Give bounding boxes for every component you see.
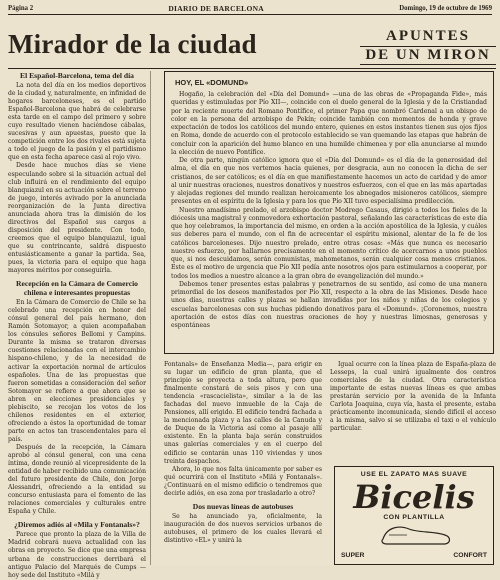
page-number: Página 2	[8, 4, 34, 12]
article-paragraph: Debemos tener presentes estas palabras y penetrarnos de su sentido, así como de una manera primordial de los deseos manifestados por Pío XII, respecto a la obra de las Misiones. Desde hace unos días, nuestras calles y plazas se hallan invadidas por los niños y niñas de los colegios y escuelas barcelonesas con sus huchas pidiendo donativos para el «Domund». ¡Coronemos, nuestra aportación de estos días con nuestras oraciones de hoy y nuestras limosnas, generosas y espontáneas	[171, 280, 487, 329]
divider-rule	[8, 68, 496, 69]
shoe-icon	[379, 517, 453, 547]
article-title-mila-fontanals: ¿Diremos adiós al «Mila y Fontanals»?	[14, 520, 140, 530]
column-title-apuntes	[360, 28, 496, 65]
ad-tags	[341, 552, 487, 559]
ad-slogan: USE EL ZAPATO MAS SUAVE	[360, 471, 468, 478]
ad-tag-left: SUPER	[341, 552, 365, 559]
article-title-domund: HOY, EL «DOMUND»	[175, 78, 249, 87]
article-paragraph: Desde hace muchos días se viene especulando sobre si la situación actual del club influirá en el rendimiento del equipo blanquiazul en su actuación sobre el terreno de juego, interés avivado por la anunciada reorganización de la Junta directiva anunciada ahora tras la dimisión de los directivos del Español sus cargos a disposición del presidente. Con todo, creemos que el equipo blanquiazul, igual que su contrincante, saldrá dispuesto entusiásticamente a ganar la partida. Sea, pues, la victoria para el equipo que haga mayores méritos por conseguirla.	[8, 162, 146, 275]
domund-body	[171, 91, 487, 330]
article-paragraph: En la Cámara de Comercio de Chile se ha celebrado una recepción en honor del cónsul general del país hermano, don Ramón Sotomayor, a quien acompañaban los cónsules señores Bellomi y Campins. Durante la misma se trataron diversas cuestiones relacionadas con el intercambio hispano-chileno, y de la necesidad de activar la exportación normal de artículos españoles. Una de las propuestas que fueron sometidas a consideración del señor Sotomayor se refiere a que ahora que se abren en elecciones presidenciales y plebiscito, se recojan los votos de los chilenos residentes en el exterior, ofreciendo a éstos la oportunidad de tomar parte en actos tan trascendentales para el país.	[8, 299, 146, 443]
article-paragraph: Parece que pronto la plaza de la Villa de Madrid cobrará nueva actualidad con las obras en proyecto. Se dice que una empresa urbana de construcciones derribará el antiguo Palacio del Marqués de Cumps —hoy sede del Instituto «Milá y	[8, 531, 146, 579]
article-paragraph: De otra parte, ningún católico ignora que el «Día del Domund» es el día de la generosidad del alma, el día en que nos vertemos hacia quienes, por desgracia, aun no conocen la dicha de ser cristianos, de ser católicos; es el día en que manifiestamente hacemos un acto de caridad y de amor al unir nuestras oraciones, nuestros donativos y nuestros esfuerzos, con el que en las más apartadas y alejadas regiones del mundo realizan heroicamente los abnegados misioneros católicos, siempre presentes en el espíritu de la Iglesia y para los que Pío XII tuvo especialísima predilección.	[171, 157, 487, 206]
article-paragraph: Ahora, lo que nos falta únicamente por saber es qué ocurrirá con el Instituto «Milá y Fontanals». ¿Continuará en el mismo edificio o tendremos que decirle adiós, en esa zona por trasladarlo a otro?	[164, 465, 322, 497]
article-paragraph: Se ha anunciado ya, oficialmente, la inauguración de dos nuevos servicios urbanos de autobuses, el primero de los cuales llevará el distintivo «EL» y unirá la	[164, 512, 322, 544]
domund-article-box	[164, 71, 494, 354]
article-paragraph: Después de la recepción, la Cámara aprobó al cónsul general, con una cena íntima, donde reunió al vicepresidente de la entidad de haber recibido una comunicación del futuro presidente de Chile, don Jorge Alessandri, ofreciendo a la entidad su concurso entusiasta para el fomento de las relaciones comerciales y culturales entre España y Chile.	[8, 443, 146, 516]
issue-date: Domingo, 19 de octubre de 1969	[399, 4, 492, 12]
ad-tag-right: CONFORT	[453, 552, 487, 559]
article-title-autobuses: Dos nuevas líneas de autobuses	[192, 501, 294, 511]
middle-column	[164, 361, 322, 565]
right-column	[330, 361, 496, 466]
left-column	[8, 71, 151, 579]
apuntes-line2: DE UN MIRON	[360, 46, 496, 65]
section-headline: Mirador de la ciudad	[8, 29, 257, 59]
article-paragraph: Fontanals» de Enseñanza Media—, para erigir en su lugar un edificio de gran planta, que el principio se proyecta a toda altura, pero que finalmente constará de seis pisos y con una tendencia «rascacielista», similar a la de las fachadas del nuevo inmueble de la Caja de Pensiones, allí erigido. El edificio tendrá fachada a la mencionada plaza y a las calles de la Canuda y de Duque de la Victoria así como al pasaje allí existente. En la planta baja serán construidos unas galerías comerciales y en el cuerpo del edificio se contarán unas 110 viviendas y unos treinta despachos.	[164, 361, 322, 465]
apuntes-line1: APUNTES	[385, 28, 470, 44]
ad-brand: Bicelis	[353, 478, 475, 516]
article-paragraph: Igual ocurre con la línea plaza de España-plaza de Lesseps, la cual unirá igualmente dos centros comerciales de la ciudad. Otra característica importante de estas nuevas líneas es que ambas prestarán servicio por la avenida de la Infanta Carlota Joaquina, cuya vía, hasta el presente, estaba prácticamente incomunicada, siendo difícil el acceso a la misma, salvo si se utilizaba el taxi o el vehículo particular.	[330, 361, 496, 433]
article-paragraph: Nuestro amadísimo prelado, el arzobispo doctor Modrego Casaus, dirigió a todos los fieles de la diócesis una magistral y conmovedora exhortación pastoral, señalando las características de este día que hoy celebramos, la importancia del mismo, en orden a la acción apostólica de la Iglesia, y cuáles sus deberes para el mundo, con el fin de acrecentar el espíritu misional, alentar de la fe de los católicos barceloneses. Dijo nuestro prelado, entre otras cosas: «Más que nunca es necesario nuestro esfuerzo, por hallarnos precisamente en el momento crítico de acercarnos a unos pueblos que, si nos descuidamos, serán comunistas, mahometanos, serán cualquier cosa menos cristianos. Este es el motivo de urgencia que Pío XII pedía ante nosotros ojos para estimularnos a cooperar, por todos los medios a nuestro alcance a la gran obra de evangelización del mundo.»	[171, 206, 487, 280]
ad-subtitle: CON PLANTILLA	[383, 514, 445, 521]
bicelis-advertisement	[334, 466, 494, 565]
article-title-camara-comercio: Recepción en la Cámara de Comercio chilena e interesantes propuestas	[16, 279, 138, 298]
masthead	[8, 2, 492, 15]
article-title-espanol-barcelona: El Español-Barcelona, tema del día	[20, 71, 134, 80]
newspaper-name: DIARIO DE BARCELONA	[168, 3, 265, 13]
article-paragraph: La nota del día en los medios deportivos de la ciudad y, naturalmente, en infinidad de hogares barceloneses, es el partido Español-Barcelona que habrá de celebrarse esta tarde en el campo del primero y sobre cuyo resultado vienen haciéndose cábalas, sucesivas y aun apuestas, puesto que la competición entre los dos rivales está sujeta a todo el juego de la pasión y el partidismo que en esta fecha aparece casi al rojo vivo.	[8, 82, 146, 162]
article-paragraph: Hogaño, la celebración del «Día del Domund» —una de las obras de «Propaganda Fide», más queridas y estimuladas por Pío XII—, coincide con el duelo general de la Iglesia y de la Cristiandad por la reciente muerte del Romano Pontífice, el primer Papa que nombró Cardenal a un obispo de color en la persona del arzobispo de Pekín; coincide también con momentos de honda y grave expectación de todos los católicos del mundo entero, quienes en estos instantes tienen sus ojos fijos en Roma, donde de acuerdo con el protocolo establecido se van quemando las etapas que habrán de concluir con la aparición del humo blanco en una humilde chimenea y por ella anunciarse al mundo la elección de nuevo Pontífice.	[171, 91, 487, 156]
